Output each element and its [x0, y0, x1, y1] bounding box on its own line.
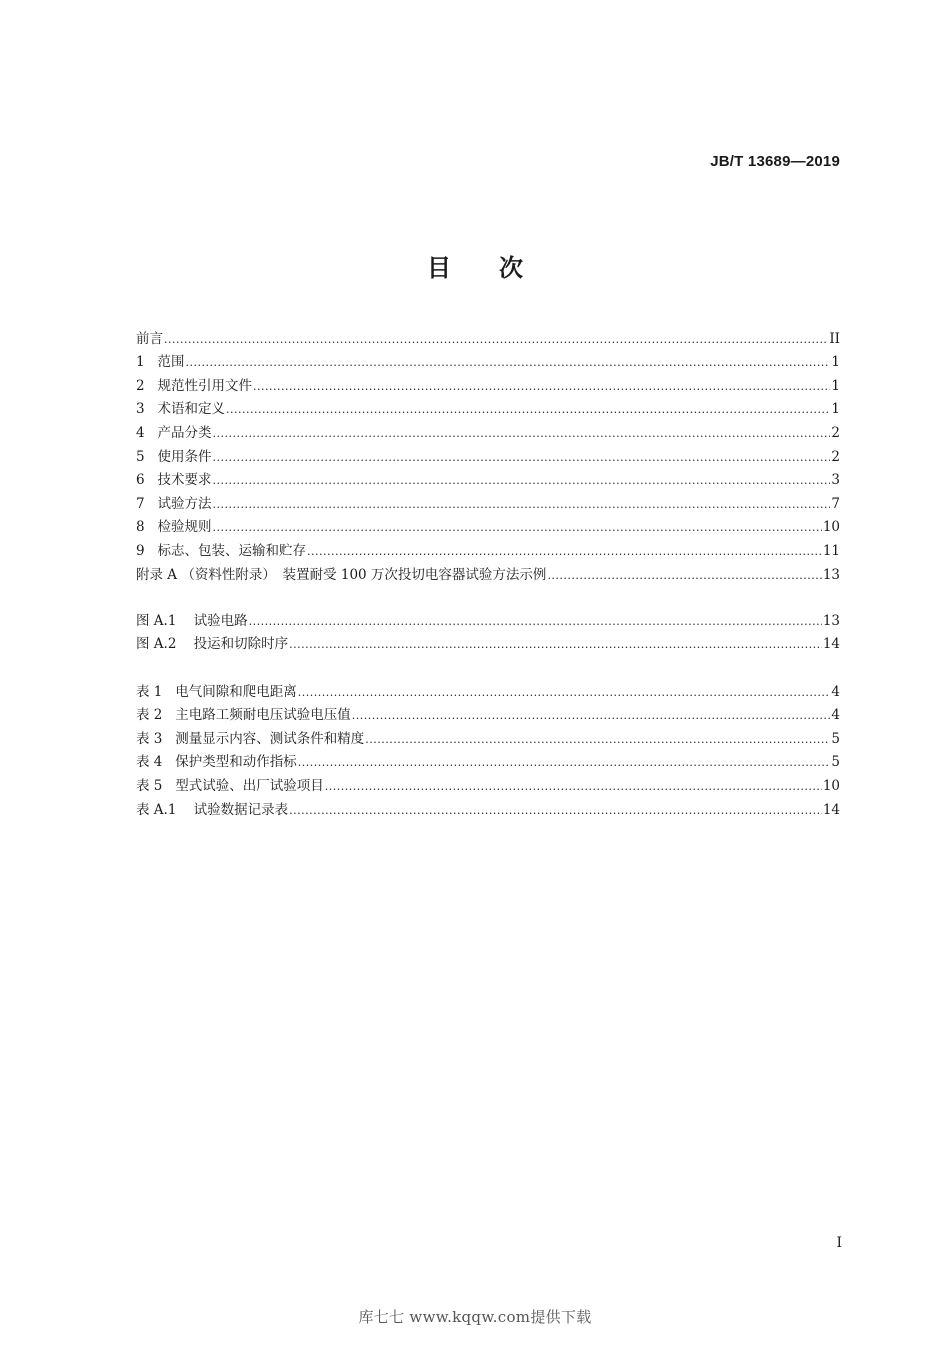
toc-entry-page: 13: [822, 566, 840, 583]
toc-entry-label: 电气间隙和爬电距离: [175, 683, 297, 700]
toc-entry-label: 范围: [157, 354, 185, 371]
toc-sections-list: [136, 324, 840, 584]
toc-leader: [212, 497, 830, 513]
toc-entry-section-6[interactable]: [136, 466, 840, 490]
toc-leader: [298, 755, 831, 771]
toc-leader: [547, 568, 821, 584]
toc-entry-page: 2: [831, 448, 840, 465]
toc-entry-page: 7: [831, 495, 840, 512]
toc-entry-label: 测量显示内容、测试条件和精度: [175, 730, 365, 747]
toc-entry-figure-a2[interactable]: [136, 630, 840, 654]
toc-leader: [253, 379, 830, 395]
toc-entry-number: 表 2: [136, 707, 163, 724]
toc-entry-page: 2: [831, 424, 840, 441]
toc-entry-page: 1: [831, 377, 840, 394]
toc-entry-label: 试验数据记录表: [193, 801, 289, 818]
page-title: 目次: [427, 254, 571, 282]
toc-leader: [212, 450, 830, 466]
toc-entry-page: 4: [831, 707, 840, 724]
toc-entry-label: 标志、包装、运输和贮存: [157, 542, 306, 559]
toc-entry-table-a1[interactable]: [136, 795, 840, 819]
toc-entry-section-3[interactable]: [136, 395, 840, 419]
toc-entry-page: 13: [822, 612, 840, 629]
toc-leader: [289, 803, 822, 819]
toc-leader: [289, 637, 822, 653]
toc-entry-table-2[interactable]: [136, 701, 840, 725]
toc-leader: [212, 520, 821, 536]
toc-entry-number: 6: [136, 472, 145, 489]
toc-entry-page: II: [829, 330, 840, 347]
toc-entry-number: 7: [136, 495, 145, 512]
toc-entry-section-1[interactable]: [136, 348, 840, 372]
toc-entry-page: 5: [831, 754, 840, 771]
toc-entry-label: 技术要求: [157, 472, 212, 489]
toc-entry-page: 14: [822, 801, 840, 818]
toc-leader: [212, 426, 830, 442]
toc-leader: [185, 355, 830, 371]
toc-entry-label: 型式试验、出厂试验项目: [175, 777, 324, 794]
toc-entry-number: 表 4: [136, 754, 163, 771]
toc-entry-label: 前言: [136, 330, 163, 347]
toc-entry-page: 14: [822, 636, 840, 653]
toc-leader: [365, 732, 830, 748]
toc-entry-page: 1: [831, 401, 840, 418]
toc-entry-number: 2: [136, 377, 145, 394]
footer-watermark: 库七七 www.kqqw.com提供下载: [358, 1308, 592, 1326]
toc-entry-page: 4: [831, 683, 840, 700]
toc-entry-page: 1: [831, 354, 840, 371]
toc-entry-appendix-a[interactable]: [136, 560, 840, 584]
toc-entry-number: 4: [136, 424, 145, 441]
toc-entry-number: 表 1: [136, 683, 163, 700]
toc-entry-page: 10: [822, 519, 840, 536]
toc-entry-page: 10: [822, 777, 840, 794]
toc-entry-label: 检验规则: [157, 519, 212, 536]
toc-entry-page: 11: [822, 542, 840, 559]
toc-entry-foreword[interactable]: [136, 324, 840, 348]
toc-entry-page: 5: [831, 730, 840, 747]
toc-entry-section-4[interactable]: [136, 418, 840, 442]
toc-entry-table-4[interactable]: [136, 748, 840, 772]
toc-leader: [307, 544, 822, 560]
page-number: I: [836, 1235, 842, 1251]
toc-leader: [164, 332, 828, 348]
toc-leader: [249, 614, 822, 630]
toc-entry-table-1[interactable]: [136, 677, 840, 701]
toc-leader: [352, 708, 831, 724]
toc-entry-label: 术语和定义: [157, 401, 225, 418]
toc-entry-section-5[interactable]: [136, 442, 840, 466]
toc-entry-figure-a1[interactable]: [136, 606, 840, 630]
toc-entry-label: 试验方法: [157, 495, 212, 512]
toc-entry-label: 试验电路: [193, 612, 248, 629]
toc-entry-table-5[interactable]: [136, 771, 840, 795]
toc-leader: [212, 473, 830, 489]
toc-figures-list: [136, 606, 840, 653]
toc-entry-section-2[interactable]: [136, 371, 840, 395]
toc-entry-section-8[interactable]: [136, 513, 840, 537]
toc-entry-number: 表 A.1: [136, 801, 177, 818]
toc-entry-label: 规范性引用文件: [157, 377, 252, 394]
toc-entry-number: 8: [136, 519, 145, 536]
toc-entry-number: 5: [136, 448, 145, 465]
toc-leader: [325, 779, 822, 795]
toc-entry-label: 使用条件: [157, 448, 212, 465]
toc-tables-list: [136, 677, 840, 819]
toc-leader: [298, 685, 831, 701]
toc-entry-table-3[interactable]: [136, 724, 840, 748]
standard-code: JB/T 13689—2019: [710, 153, 840, 170]
toc-entry-number: 9: [136, 542, 145, 559]
toc-entry-number: 1: [136, 354, 145, 371]
toc-entry-number: 图 A.2: [136, 636, 177, 653]
toc-entry-label: 产品分类: [157, 424, 212, 441]
toc-entry-number: 表 3: [136, 730, 163, 747]
toc-entry-section-9[interactable]: [136, 536, 840, 560]
toc-entry-number: 表 5: [136, 777, 163, 794]
toc-entry-number: 图 A.1: [136, 612, 177, 629]
toc-entry-label: 主电路工频耐电压试验电压值: [175, 707, 351, 724]
toc-entry-section-7[interactable]: [136, 489, 840, 513]
toc-entry-label: 投运和切除时序: [193, 636, 289, 653]
toc-entry-number: 3: [136, 401, 145, 418]
toc-leader: [226, 402, 830, 418]
toc-entry-label: 附录 A （资料性附录） 装置耐受 100 万次投切电容器试验方法示例: [136, 566, 547, 583]
toc-entry-label: 保护类型和动作指标: [175, 754, 297, 771]
toc-entry-page: 3: [831, 472, 840, 489]
